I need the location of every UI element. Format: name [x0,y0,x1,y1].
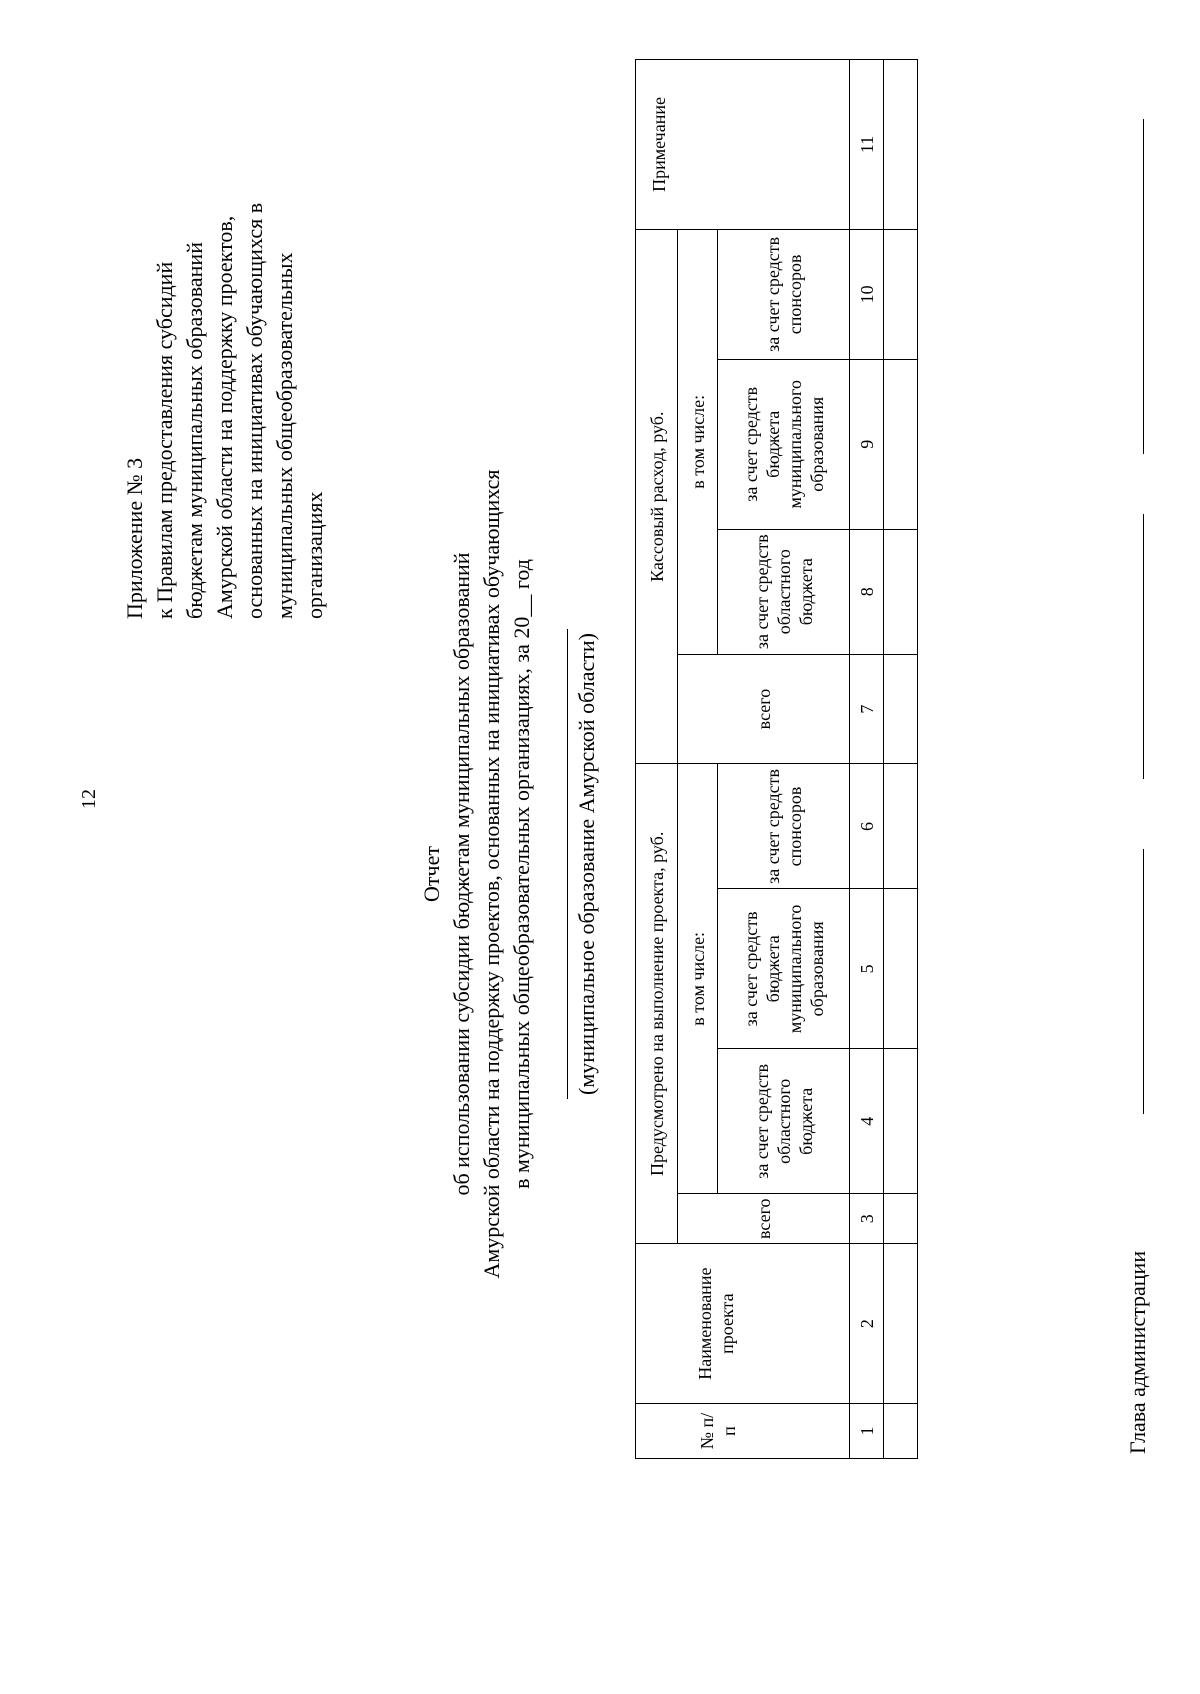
index-cell: 7 [850,654,884,764]
signature-label: Глава администрации [1125,1250,1150,1454]
empty-cell [884,889,918,1049]
empty-cell [884,60,918,230]
empty-cell [884,529,918,654]
report-subtitle-line: об использовании субсидии бюджетам муниципальных образований [449,552,474,1196]
appendix-line: Амурской области на поддержку проектов, [212,215,237,619]
index-cell: 4 [850,1049,884,1194]
index-cell: 9 [850,359,884,529]
empty-cell [884,1404,918,1459]
signature-line-date [1143,119,1144,454]
empty-cell [884,764,918,889]
appendix-line: муниципальных общеобразовательных [272,252,297,619]
appendix-line: организациях [302,491,327,619]
report-title-block [417,384,537,1364]
report-subtitle-line: Амурской области на поддержку проектов, основанных на инициативах обучающихся [479,469,504,1279]
empty-cell [884,359,918,529]
header-project-name: Наименование проекта [636,1244,850,1404]
municipality-label: (муниципальное образование Амурской области) [574,633,599,1095]
empty-cell [884,1194,918,1244]
index-cell: 6 [850,764,884,889]
header-spent-total: всего [678,654,850,764]
index-cell: 1 [850,1404,884,1459]
appendix-line: основанных на инициативах обучающихся в [242,202,267,619]
empty-cell [884,1049,918,1194]
index-cell: 5 [850,889,884,1049]
empty-cell [884,1244,918,1404]
appendix-line: к Правилам предоставления субсидий [152,261,177,619]
report-subtitle-line: в муниципальных общеобразовательных организациях, за 20__ год [509,559,534,1189]
header-planned-regional: за счет средств областного бюджета [718,1049,850,1194]
header-planned-sponsors: за счет средств спонсоров [718,764,850,889]
header-spent-regional: за счет средств областного бюджета [718,529,850,654]
header-spent: Кассовый расход, руб. [636,229,678,764]
appendix-title: Приложение № 3 [122,457,147,619]
header-num: № п/п [636,1404,850,1459]
page-number: 12 [78,789,100,809]
index-cell: 2 [850,1244,884,1404]
municipality-blank-line [567,629,568,1099]
report-title: Отчет [419,846,444,902]
appendix-line: бюджетам муниципальных образований [182,242,207,619]
header-planned-municipal: за счет средств бюджета муниципального образования [718,889,850,1049]
header-spent-municipal: за счет средств бюджета муниципального образования [718,359,850,529]
header-spent-sponsors: за счет средств спонсоров [718,229,850,359]
empty-cell [884,229,918,359]
index-cell: 10 [850,229,884,359]
header-note: Примечание [636,60,850,230]
index-cell: 8 [850,529,884,654]
header-spent-including: в том числе: [678,229,718,654]
index-cell: 11 [850,60,884,230]
signature-line-sign [1143,514,1144,779]
header-planned: Предусмотрено на выполнение проекта, руб. [636,764,678,1244]
appendix-block [120,19,330,619]
report-table [635,59,918,1459]
index-cell: 3 [850,1194,884,1244]
signature-line-name [1143,849,1144,1114]
header-planned-including: в том числе: [678,764,718,1194]
empty-cell [884,654,918,764]
header-planned-total: всего [678,1194,850,1244]
